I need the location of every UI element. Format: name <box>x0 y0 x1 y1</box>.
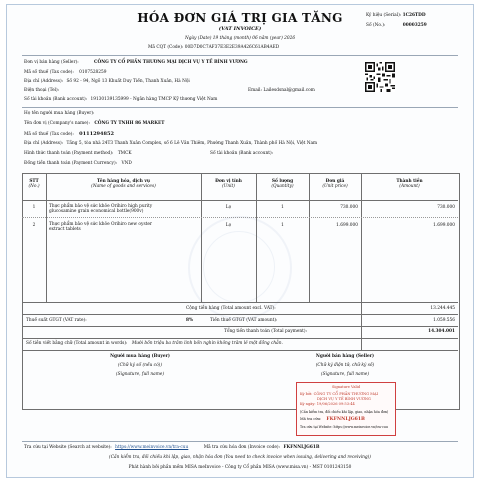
table-header-bottom <box>22 200 458 201</box>
seller-tax-value: 0107528259 <box>79 70 107 75</box>
totals-divider-2 <box>22 326 458 327</box>
number-label: Số (No.): <box>366 23 386 28</box>
amount-words-value: Mười bốn triệu ba trăm linh bốn nghìn không trăm lẻ một đồng chẵn. <box>131 341 283 346</box>
sig-valid: Signature Valid <box>331 385 361 389</box>
sig-code-line <box>300 418 365 423</box>
seller-sign-title: Người bán hàng (Seller) <box>315 354 375 359</box>
total-label: Tổng tiền thanh toán (Total payment): <box>224 329 308 334</box>
buyer-sign-title: Người mua hàng (Buyer) <box>110 354 170 359</box>
totals-top <box>22 302 458 303</box>
buyer-sign-sub1: (Chữ ký số (nếu có)) <box>117 363 163 368</box>
col-divider-4 <box>309 173 310 302</box>
buyer-payment-line <box>24 152 132 156</box>
header-cell-name: Tên hàng hóa, dịch vụ (Name of goods and services) <box>91 179 156 190</box>
qr-code-icon <box>365 62 395 92</box>
header-cell-amount: Thành tiền (Amount) <box>396 179 423 190</box>
sig-url: Tra cứu tại Website: https://www.meinvoice.vn/tra-cuu <box>300 425 388 429</box>
buyer-currency-label: Đồng tiền thanh toán (Payment Currency): <box>24 161 118 166</box>
table-row-1-no: 1 <box>32 205 36 210</box>
footer-code-label: Mã tra cứu hóa đơn (Invoice code): <box>203 445 281 450</box>
table-row-2-price: 1.699.000 <box>336 223 358 228</box>
header-cell-no: STT (No.) <box>28 179 40 190</box>
seller-divider <box>22 107 458 108</box>
invoice-subtitle: (VAT INVOICE) <box>218 26 262 32</box>
buyer-label: Họ tên người mua hàng (Buyer): <box>24 111 95 116</box>
table-row-2-amount: 1.699.000 <box>433 223 455 228</box>
col-divider-3 <box>256 173 257 302</box>
seller-tax-line <box>24 71 107 75</box>
buyer-company-value: CÔNG TY TNHH 86 MARKET <box>94 121 165 126</box>
footer-line-3: Phát hành bởi phần mềm MISA meInvoice - Công ty Cổ phần MISA (www.misa.vn) - MST 0101243150 <box>128 465 352 470</box>
mcqt-line <box>148 46 279 50</box>
invoice-date: Ngày (Date) 19 tháng (month) 06 năm (year) 2026 <box>184 36 296 41</box>
col-divider-5 <box>361 173 362 302</box>
sig-date: Ký ngày: 19/06/2026 09:53:44 <box>300 402 355 406</box>
footer-search-link[interactable]: https://www.meinvoice.vn/tra-cuu <box>115 445 189 450</box>
serial-line <box>366 14 426 18</box>
table-row-1-divider <box>22 217 458 218</box>
sig-by: Ký bởi: CÔNG TY CỔ PHẦN THƯƠNG MẠI <box>300 392 378 396</box>
seller-tax-label: Mã số thuế (Tax code): <box>24 70 74 75</box>
sig-lookup-note: (Cần kiểm tra, đối chiếu khi lập, giao, nhận hóa đơn) <box>300 410 389 414</box>
buyer-payment-value: TMCK <box>117 151 132 156</box>
table-row-1-amount: 730.000 <box>437 205 455 210</box>
table-row-2-no: 2 <box>32 223 36 228</box>
subtotal-value: 13.244.445 <box>430 306 455 311</box>
header-cell-qty: Số lượng (Quantity) <box>271 179 294 190</box>
table-row-2-name: Thực phẩm bảo vệ sức khỏe Orihiro new oyster extract tablets <box>49 222 152 233</box>
footer-divider <box>22 441 458 442</box>
number-value: 00003259 <box>402 23 427 28</box>
seller-phone-line <box>24 89 59 93</box>
footer-line-1 <box>24 446 319 450</box>
seller-address-label: Địa chỉ (Address): <box>24 79 64 84</box>
subtotal-label: Cộng tiền hàng (Total amount excl. VAT): <box>186 306 276 311</box>
vat-amount-label: Tiền thuế GTGT (VAT amount): <box>210 318 278 323</box>
buyer-address-line <box>24 142 317 146</box>
amount-words-line <box>26 342 283 346</box>
totals-bottom <box>22 350 458 351</box>
seller-bank-label: Số tài khoản (Bank account): <box>24 97 88 102</box>
serial-value: 1C26TDD <box>402 13 426 18</box>
seller-bank-value: 19130139135999 - Ngân hàng TMCP Kỹ thương Việt Nam <box>90 97 218 102</box>
sig-code-label: Mã tra cứu: <box>300 417 322 421</box>
totals-divider-3 <box>22 338 458 339</box>
vat-rate-value: 8% <box>186 318 194 323</box>
buyer-sign-sub2: (Signature, full name) <box>116 372 164 377</box>
number-line <box>366 24 427 28</box>
seller-address-value: Số 92 - 94, Ngõ 13 Khuất Duy Tiến, Thanh Xuân, Hà Nội <box>66 79 190 84</box>
footer-search-label: Tra cứu tại Website (Search at website): <box>24 445 112 450</box>
sig-by-2: DỊCH VỤ Y TẾ BÌNH VƯƠNG <box>317 397 371 401</box>
seller-bank-line <box>24 98 217 102</box>
header-cell-unit: Đơn vị tính (Unit) <box>215 179 242 190</box>
seller-sign-sub2: (Signature, full name) <box>321 372 369 377</box>
buyer-company-line <box>24 122 164 126</box>
table-row-1-qty: 1 <box>281 205 284 210</box>
seller-name-label: Đơn vị bán hàng (Seller): <box>24 60 79 65</box>
buyer-tax-value: 0111294852 <box>79 131 114 137</box>
invoice-title: HÓA ĐƠN GIÁ TRỊ GIA TĂNG <box>137 11 343 25</box>
buyer-currency-value: VND <box>121 161 132 166</box>
amount-words-label: Số tiền viết bằng chữ (Total amount in words): <box>26 341 128 346</box>
totals-divider-1 <box>22 314 458 315</box>
vat-amount-value: 1.059.556 <box>433 318 455 323</box>
buyer-tax-line <box>24 132 114 137</box>
table-row-1-name: Thực phẩm bảo vệ sức khỏe Orihiro high purity glucosamine grain economical bottle(900v) <box>49 204 153 215</box>
vat-rate-label: Thuế suất GTGT (VAT rate): <box>26 318 87 323</box>
col-divider-1 <box>46 173 47 302</box>
serial-label: Ký hiệu (Serial): <box>366 13 402 18</box>
table-row-1-unit: Lọ <box>225 205 232 210</box>
buyer-company-label: Tên đơn vị (Company's name): <box>24 121 90 126</box>
sig-code-value: FKFNNLJG61B <box>326 417 365 422</box>
seller-phone-label: Điện thoại (Tel): <box>24 88 60 93</box>
buyer-bank-label: Số tài khoản (Bank account): <box>210 151 274 156</box>
footer-code-value: FKFNNLJG61B <box>283 445 320 450</box>
seller-address-line <box>24 80 190 84</box>
header-cell-price: Đơn giá (Unit price) <box>322 179 348 190</box>
col-divider-2 <box>201 173 202 302</box>
table-row-2-qty: 1 <box>281 223 284 228</box>
digital-signature-box <box>296 382 396 436</box>
seller-name-value: CÔNG TY CỔ PHẦN THƯƠNG MẠI DỊCH VỤ Y TẾ BÌNH VƯƠNG <box>94 60 248 65</box>
buyer-payment-label: Hình thức thanh toán (Payment method): <box>24 151 114 156</box>
mcqt-label: Mã CQT (Code): <box>148 45 184 50</box>
seller-email: Email: Lailesdsnal@gmail.com <box>248 88 315 93</box>
seller-name-line <box>24 61 248 65</box>
total-value: 14.304.001 <box>428 329 455 334</box>
seller-sign-sub1: (Chữ ký điện tử, chữ ký số) <box>315 363 375 368</box>
mcqt-value: 00D7D0C7AF37E3E2E39A426C61AB4AED <box>184 45 280 50</box>
footer-line-2: (Cần kiểm tra, đối chiếu khi lập, giao, nhận hóa đơn (You need to check invoice when issuing, delivering and receiving)) <box>109 455 371 460</box>
buyer-address-label: Địa chỉ (Address): <box>24 141 64 146</box>
table-row-1-price: 730.000 <box>340 205 358 210</box>
buyer-tax-label: Mã số thuế (Tax code): <box>24 132 74 137</box>
header-divider <box>22 55 458 56</box>
table-row-2-unit: Lọ <box>225 223 232 228</box>
buyer-currency-line <box>24 162 132 166</box>
buyer-address-value: Tầng 5, tòa nhà 24T3 Thanh Xuân Complex, số 6 Lê Văn Thiêm, Phường Thanh Xuân, Thành phố Hà Nội, Việt Nam <box>66 141 318 146</box>
